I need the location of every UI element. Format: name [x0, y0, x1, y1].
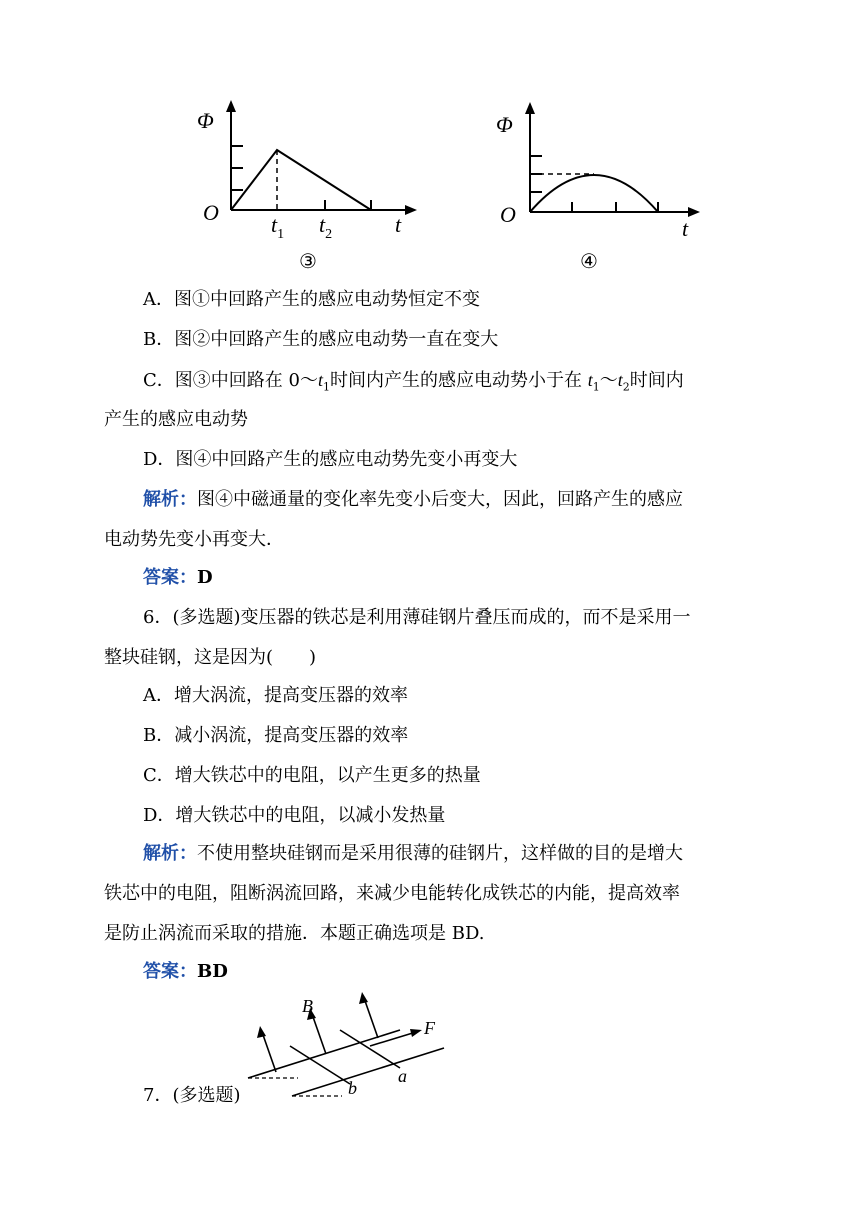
figure-label: ④	[580, 251, 598, 273]
q6-option-d: D．增大铁芯中的电阻，以减小发热量	[143, 805, 446, 826]
answer-value: D	[197, 567, 213, 588]
origin-label: O	[500, 202, 516, 227]
rails-field-diagram	[240, 990, 460, 1110]
flux-graph-3	[195, 98, 425, 278]
q6-stem: 6．(多选题)变压器的铁芯是利用薄硅钢片叠压而成的，而不是采用一	[143, 607, 691, 628]
q5-option-c-cont: 产生的感应电动势	[104, 409, 248, 430]
q5-option-c: C．图③中回路在 $0\sim t_1$时间内产生的感应电动势小于在 $t_1\sim t_2$时间内	[143, 370, 684, 394]
t2-sub: 2	[325, 227, 333, 242]
q6-option-c: C．增大铁芯中的电阻，以产生更多的热量	[143, 765, 481, 786]
svg-text:t1	[271, 212, 284, 242]
b-label: b	[348, 1078, 357, 1098]
y-axis-label: Φ	[197, 108, 214, 133]
B-label: B	[302, 996, 313, 1016]
q6-analysis-cont: 铁芯中的电阻，阻断涡流回路，来减少电能转化成铁芯的内能，提高效率	[104, 883, 680, 904]
x-axis-label: t	[682, 216, 689, 241]
x-axis-label: t	[395, 212, 402, 237]
answer-label: 答案：	[143, 567, 197, 588]
t1-label: t	[271, 212, 278, 237]
a-label: a	[398, 1066, 407, 1086]
q5-answer	[143, 566, 213, 590]
figure-label: ③	[299, 251, 317, 273]
q5-option-b: B．图②中回路产生的感应电动势一直在变大	[143, 329, 499, 350]
origin-label: O	[203, 200, 219, 225]
answer-label: 答案：	[143, 961, 197, 982]
y-axis-label: Φ	[496, 112, 513, 137]
q6-answer	[143, 960, 228, 984]
q5-analysis: 解析：图④中磁通量的变化率先变小后变大，因此，回路产生的感应	[143, 489, 683, 510]
q5-option-a: A．图①中回路产生的感应电动势恒定不变	[143, 289, 480, 310]
analysis-label: 解析：	[143, 843, 197, 864]
q6-analysis-cont-2: 是防止涡流而采取的措施．本题正确选项是 BD.	[104, 923, 485, 944]
t2-label: t	[319, 212, 326, 237]
q6-analysis: 解析：不使用整块硅钢而是采用很薄的硅钢片，这样做的目的是增大	[143, 843, 683, 864]
F-label: F	[424, 1018, 435, 1038]
q5-option-d: D．图④中回路产生的感应电动势先变小再变大	[143, 449, 518, 470]
q6-option-a: A．增大涡流，提高变压器的效率	[143, 685, 408, 706]
answer-value: BD	[197, 961, 228, 982]
analysis-label: 解析：	[143, 489, 197, 510]
q7-stem: 7．(多选题)	[143, 1085, 241, 1106]
q5-analysis-cont: 电动势先变小再变大．	[104, 529, 284, 550]
flux-graph-4	[494, 98, 714, 278]
q6-option-b: B．减小涡流，提高变压器的效率	[143, 725, 409, 746]
q6-stem-cont: 整块硅钢，这是因为( )	[104, 647, 317, 668]
t1-sub: 1	[277, 227, 285, 242]
svg-text:t2	[319, 212, 332, 242]
